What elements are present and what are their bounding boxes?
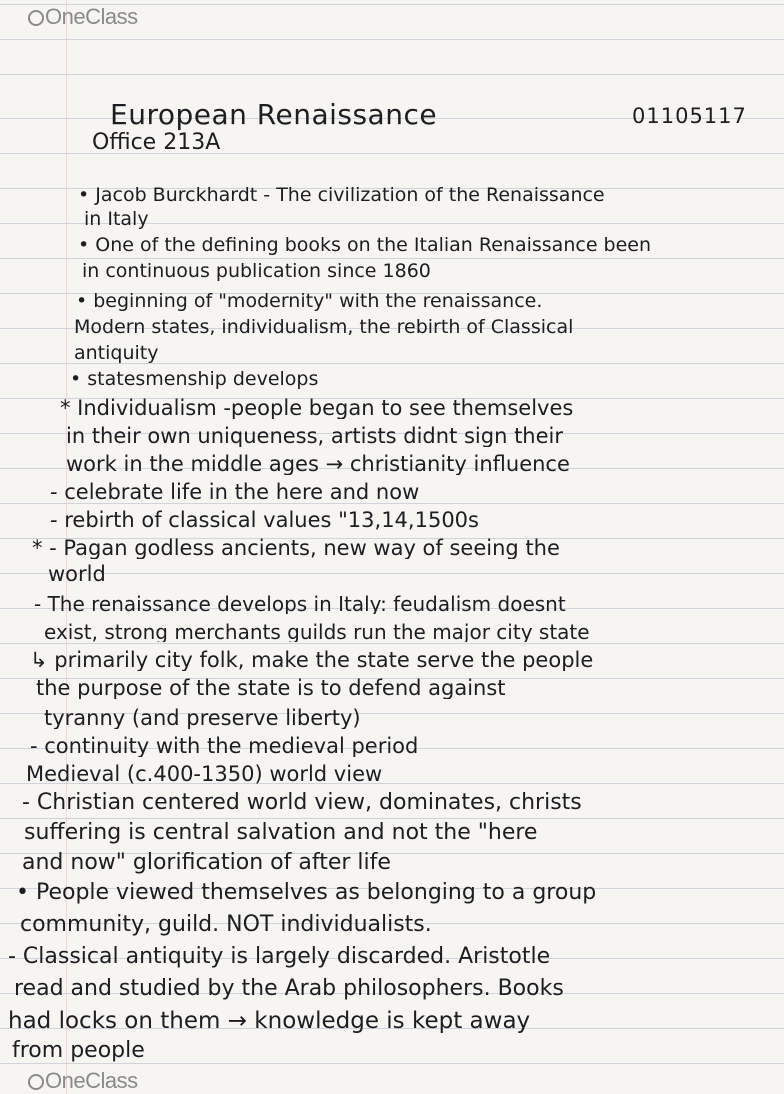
note-line: - celebrate life in the here and now <box>50 482 420 503</box>
oneclass-logo-icon <box>28 1074 44 1090</box>
logo-text: OneClass <box>45 4 138 29</box>
note-line: - rebirth of classical values "13,14,1500s <box>50 510 479 531</box>
note-line: - continuity with the medieval period <box>30 736 419 757</box>
note-line: exist, strong merchants guilds run the major city state <box>44 622 590 642</box>
note-line: in continuous publication since 1860 <box>82 262 431 281</box>
note-line: ↳ primarily city folk, make the state serve the people <box>30 650 594 671</box>
note-line: community, guild. NOT individualists. <box>20 914 432 936</box>
note-line: work in the middle ages → christianity influence <box>66 454 570 475</box>
note-line: the purpose of the state is to defend against <box>36 678 506 699</box>
note-line: - Christian centered world view, dominates, christs <box>22 792 582 814</box>
note-line: • One of the defining books on the Italian Renaissance been <box>78 236 652 255</box>
note-line: from people <box>12 1040 145 1062</box>
note-line: suffering is central salvation and not the "here <box>24 822 538 844</box>
note-line: • statesmenship develops <box>70 370 319 389</box>
note-line: • People viewed themselves as belonging to a group <box>16 882 597 904</box>
note-line: world <box>48 564 106 585</box>
note-line: * - Pagan godless ancients, new way of seeing the <box>32 538 560 559</box>
note-line: - The renaissance develops in Italy: feudalism doesnt <box>34 594 566 614</box>
oneclass-logo-bottom <box>28 1068 138 1094</box>
note-line: had locks on them → knowledge is kept away <box>8 1010 531 1033</box>
note-line: in their own uniqueness, artists didnt sign their <box>66 426 564 447</box>
note-line: in Italy <box>84 210 149 229</box>
note-line: Modern states, individualism, the rebirth of Classical <box>74 318 574 337</box>
note-line: antiquity <box>74 344 159 363</box>
note-line: and now" glorification of after life <box>22 852 391 874</box>
logo-text: OneClass <box>45 1068 138 1093</box>
page-title: European Renaissance <box>110 98 438 131</box>
note-line: - Classical antiquity is largely discarded. Aristotle <box>8 946 551 968</box>
office-location: Office 213A <box>92 130 221 155</box>
note-line: Medieval (c.400-1350) world view <box>26 764 383 785</box>
note-line: • Jacob Burckhardt - The civilization of the Renaissance <box>78 186 605 205</box>
note-line: • beginning of "modernity" with the renaissance. <box>76 292 543 311</box>
note-date: 01105117 <box>632 104 747 128</box>
note-line: * Individualism -people began to see themselves <box>60 398 574 419</box>
note-line: read and studied by the Arab philosophers. Books <box>14 978 564 1000</box>
note-line: tyranny (and preserve liberty) <box>44 708 361 729</box>
